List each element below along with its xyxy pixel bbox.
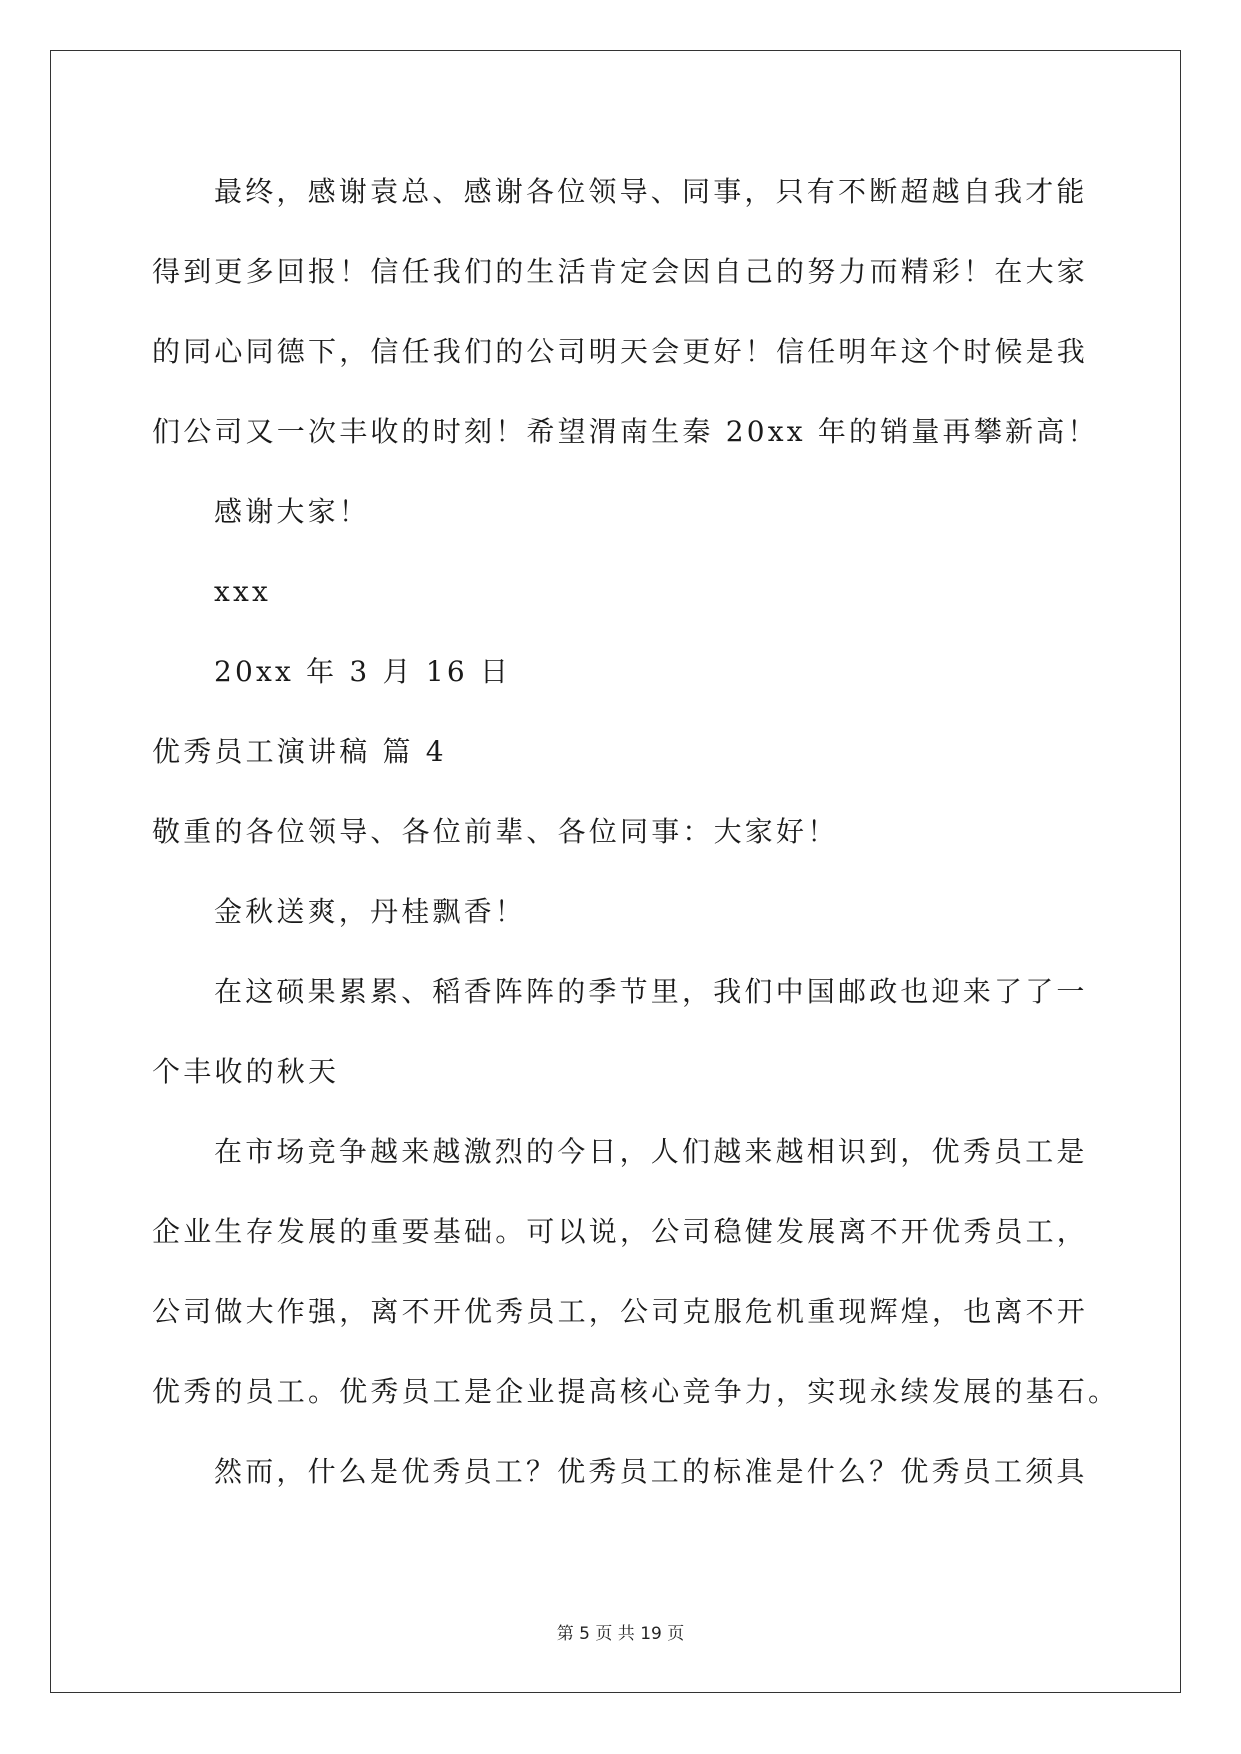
signature-date: 20xx 年 3 月 16 日 xyxy=(214,655,512,688)
paragraph-line: 得到更多回报！信任我们的生活肯定会因自己的努力而精彩！在大家 xyxy=(152,255,1089,288)
closing-line: 感谢大家！ xyxy=(214,495,371,528)
paragraph-line: 优秀的员工。优秀员工是企业提高核心竞争力，实现永续发展的基石。 xyxy=(152,1375,1120,1408)
paragraph-line: 企业生存发展的重要基础。可以说，公司稳健发展离不开优秀员工， xyxy=(152,1215,1089,1248)
paragraph-line: 最终，感谢袁总、感谢各位领导、同事，只有不断超越自我才能 xyxy=(214,175,1088,208)
page-number-footer: 第 5 页 共 19 页 xyxy=(556,1624,685,1644)
paragraph-line: 个丰收的秋天 xyxy=(152,1055,340,1088)
paragraph-line: 们公司又一次丰收的时刻！希望渭南生秦 20xx 年的销量再攀新高！ xyxy=(152,415,1099,448)
paragraph-line: 金秋送爽，丹桂飘香！ xyxy=(214,895,527,928)
salutation: 敬重的各位领导、各位前辈、各位同事：大家好！ xyxy=(152,815,839,848)
paragraph-line: 然而，什么是优秀员工？优秀员工的标准是什么？优秀员工须具 xyxy=(214,1455,1088,1488)
signature-name: xxx xyxy=(214,575,271,608)
paragraph-line: 公司做大作强，离不开优秀员工，公司克服危机重现辉煌，也离不开 xyxy=(152,1295,1089,1328)
paragraph-line: 在这硕果累累、稻香阵阵的季节里，我们中国邮政也迎来了了一 xyxy=(214,975,1088,1008)
paragraph-line: 的同心同德下，信任我们的公司明天会更好！信任明年这个时候是我 xyxy=(152,335,1089,368)
section-heading: 优秀员工演讲稿 篇 4 xyxy=(152,735,447,768)
page-border xyxy=(50,50,1181,1693)
paragraph-line: 在市场竞争越来越激烈的今日，人们越来越相识到，优秀员工是 xyxy=(214,1135,1088,1168)
